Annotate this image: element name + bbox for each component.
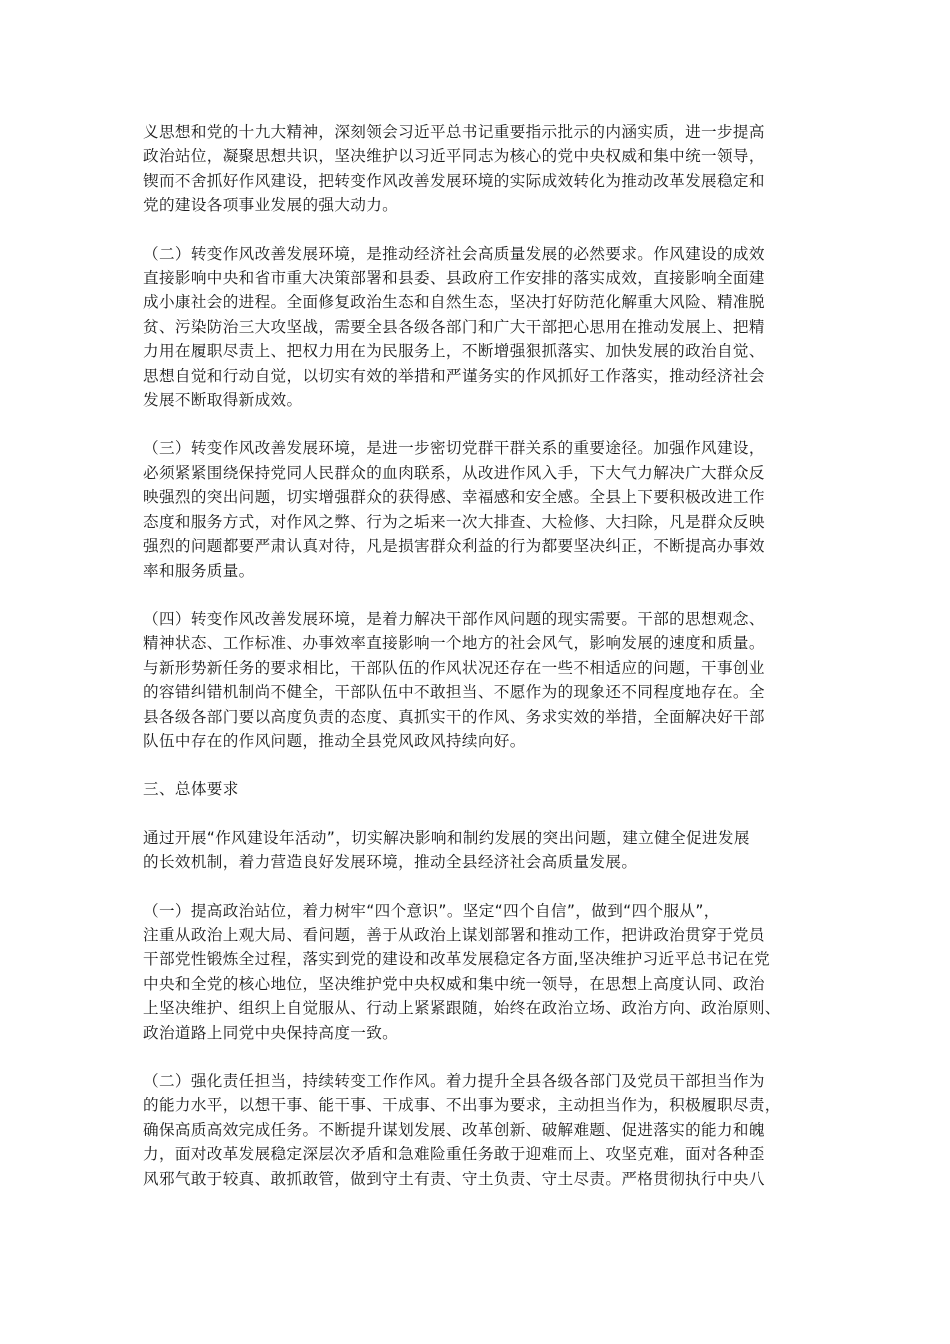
paragraph-1: 义思想和党的十九大精神，深刻领会习近平总书记重要指示批示的内涵实质，进一步提高 政治站位，凝聚思想共识，坚决维护以习近平同志为核心的党中央权威和集中统一领导， 锲而不舍抓好作风建设，把转变作风改善发展环境的实际成效转化为推动改革发展稳定和 党的建设各项事业发展的强大动力。: [143, 123, 765, 215]
document-page: [143, 120, 813, 1215]
paragraph-8: （二）强化责任担当，持续转变工作作风。着力提升全县各级各部门及党员干部担当作为 的能力水平，以想干事、能干事、干成事、不出事为要求，主动担当作为，积极履职尽责， 确保高质高效完成任务。不断提升谋划发展、改革创新、破解难题、促进落实的能力和魄 力，面对改革发展稳定深层次矛盾和急难险重任务敢于迎难而上、攻坚克难，面对各种歪 风邪气敢于较真、敢抓敢管，做到守土有责、守土负责、守土尽责。严格贯彻执行中央八: [143, 1072, 781, 1188]
paragraph-6: 通过开展“作风建设年活动”，切实解决影响和制约发展的突出问题，建立健全促进发展 的长效机制，着力营造良好发展环境，推动全县经济社会高质量发展。: [143, 828, 750, 872]
paragraph-3: （三）转变作风改善发展环境，是进一步密切党群干群关系的重要途径。加强作风建设， 必须紧紧围绕保持党同人民群众的血肉联系，从改进作风入手，下大气力解决广大群众反 映强烈的突出问题，切实增强群众的获得感、幸福感和安全感。全县上下要积极改进工作 态度和服务方式，对作风之弊、行为之垢来一次大排查、大检修、大扫除，凡是群众反映 强烈的问题都要严肃认真对待，凡是损害群众利益的行为都要坚决纠正，不断提高办事效 率和服务质量。: [143, 439, 765, 580]
paragraph-4: （四）转变作风改善发展环境，是着力解决干部作风问题的现实需要。干部的思想观念、 精神状态、工作标准、办事效率直接影响一个地方的社会风气，影响发展的速度和质量。 与新形势新任务的要求相比，干部队伍的作风状况还存在一些不相适应的问题，干事创业 的容错纠错机制尚不健全，干部队伍中不敢担当、不愿作为的现象还不同程度地存在。全 县各级各部门要以高度负责的态度、真抓实干的作风、务求实效的举措，全面解决好干部 队伍中存在的作风问题，推动全县党风政风持续向好。: [143, 609, 765, 750]
paragraph-2: （二）转变作风改善发展环境，是推动经济社会高质量发展的必然要求。作风建设的成效 直接影响中央和省市重大决策部署和县委、县政府工作安排的落实成效，直接影响全面建 成小康社会的进程。全面修复政治生态和自然生态，坚决打好防范化解重大风险、精准脱 贫、污染防治三大攻坚战，需要全县各级各部门和广大干部把心思用在推动发展上、把精 力用在履职尽责上、把权力用在为民服务上，不断增强狠抓落实、加快发展的政治自觉、 思想自觉和行动自觉，以切实有效的举措和严谨务实的作风抓好工作落实，推动经济社会 发展不断取得新成效。: [143, 244, 765, 410]
section-heading: 三、总体要求: [143, 780, 239, 799]
paragraph-7: （一）提高政治站位，着力树牢“四个意识”。坚定“四个自信”，做到“四个服从”， 注重从政治上观大局、看问题，善于从政治上谋划部署和推动工作，把讲政治贯穿于党员 干部党性锻炼全过程，落实到党的建设和改革发展稳定各方面,坚决维护习近平总书记在党 中央和全党的核心地位，坚决维护党中央权威和集中统一领导，在思想上高度认同、政治 上坚决维护、组织上自觉服从、行动上紧紧跟随，始终在政治立场、政治方向、政治原则、 政治道路上同党中央保持高度一致。: [143, 901, 781, 1042]
